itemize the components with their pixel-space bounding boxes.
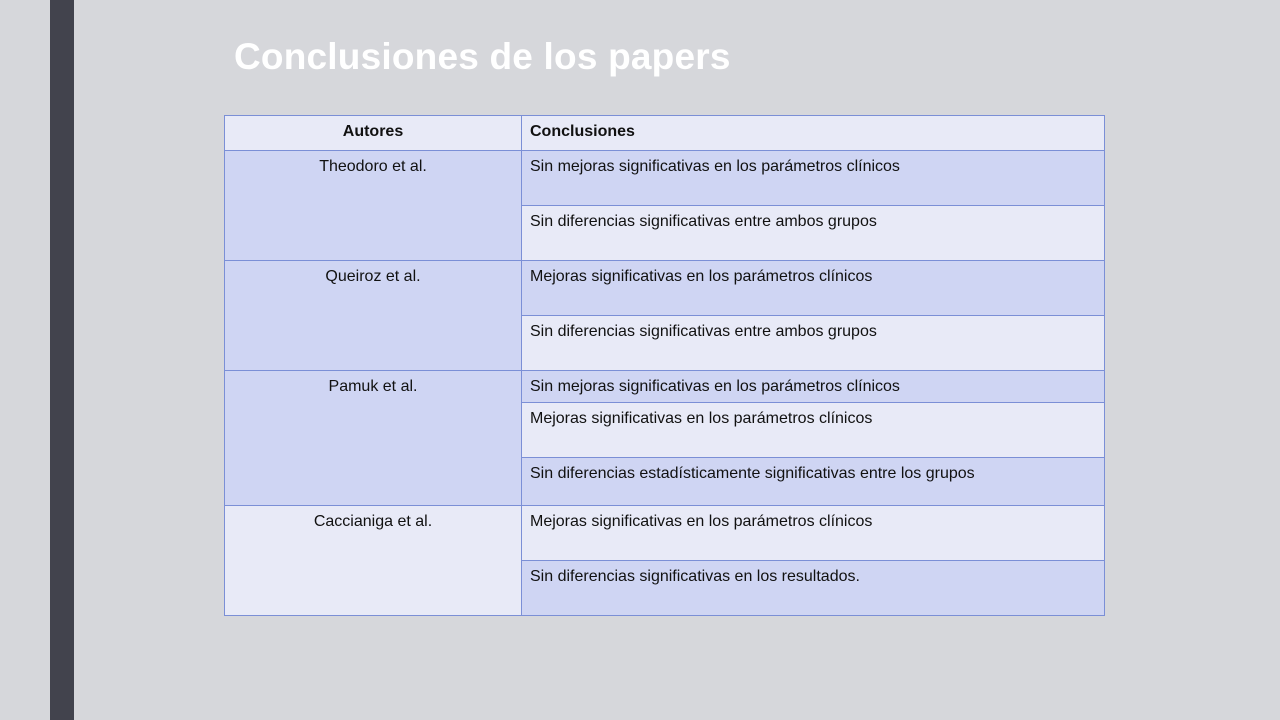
table-row [225,261,1105,316]
conclusion-cell: Sin diferencias significativas en los resultados. [522,561,1105,616]
conclusion-cell: Mejoras significativas en los parámetros clínicos [522,506,1105,561]
header-conclusiones: Conclusiones [522,116,1105,151]
author-cell-caccianiga: Caccianiga et al. [225,506,522,616]
conclusion-cell: Sin mejoras significativas en los parámetros clínicos [522,151,1105,206]
conclusion-cell: Sin diferencias significativas entre ambos grupos [522,316,1105,371]
left-accent-bar [50,0,74,720]
conclusion-cell: Sin diferencias significativas entre ambos grupos [522,206,1105,261]
conclusion-cell: Mejoras significativas en los parámetros clínicos [522,261,1105,316]
author-cell-theodoro: Theodoro et al. [225,151,522,261]
author-cell-pamuk: Pamuk et al. [225,371,522,506]
conclusion-cell: Sin diferencias estadísticamente significativas entre los grupos [522,458,1105,506]
table-row [225,151,1105,206]
table-row [225,506,1105,561]
header-autores: Autores [225,116,522,151]
conclusion-cell: Mejoras significativas en los parámetros clínicos [522,403,1105,458]
table-row [225,371,1105,403]
conclusions-table [224,115,1105,616]
author-cell-queiroz: Queiroz et al. [225,261,522,371]
slide-title: Conclusiones de los papers [234,36,731,77]
conclusion-cell: Sin mejoras significativas en los parámetros clínicos [522,371,1105,403]
table-header-row [225,116,1105,151]
